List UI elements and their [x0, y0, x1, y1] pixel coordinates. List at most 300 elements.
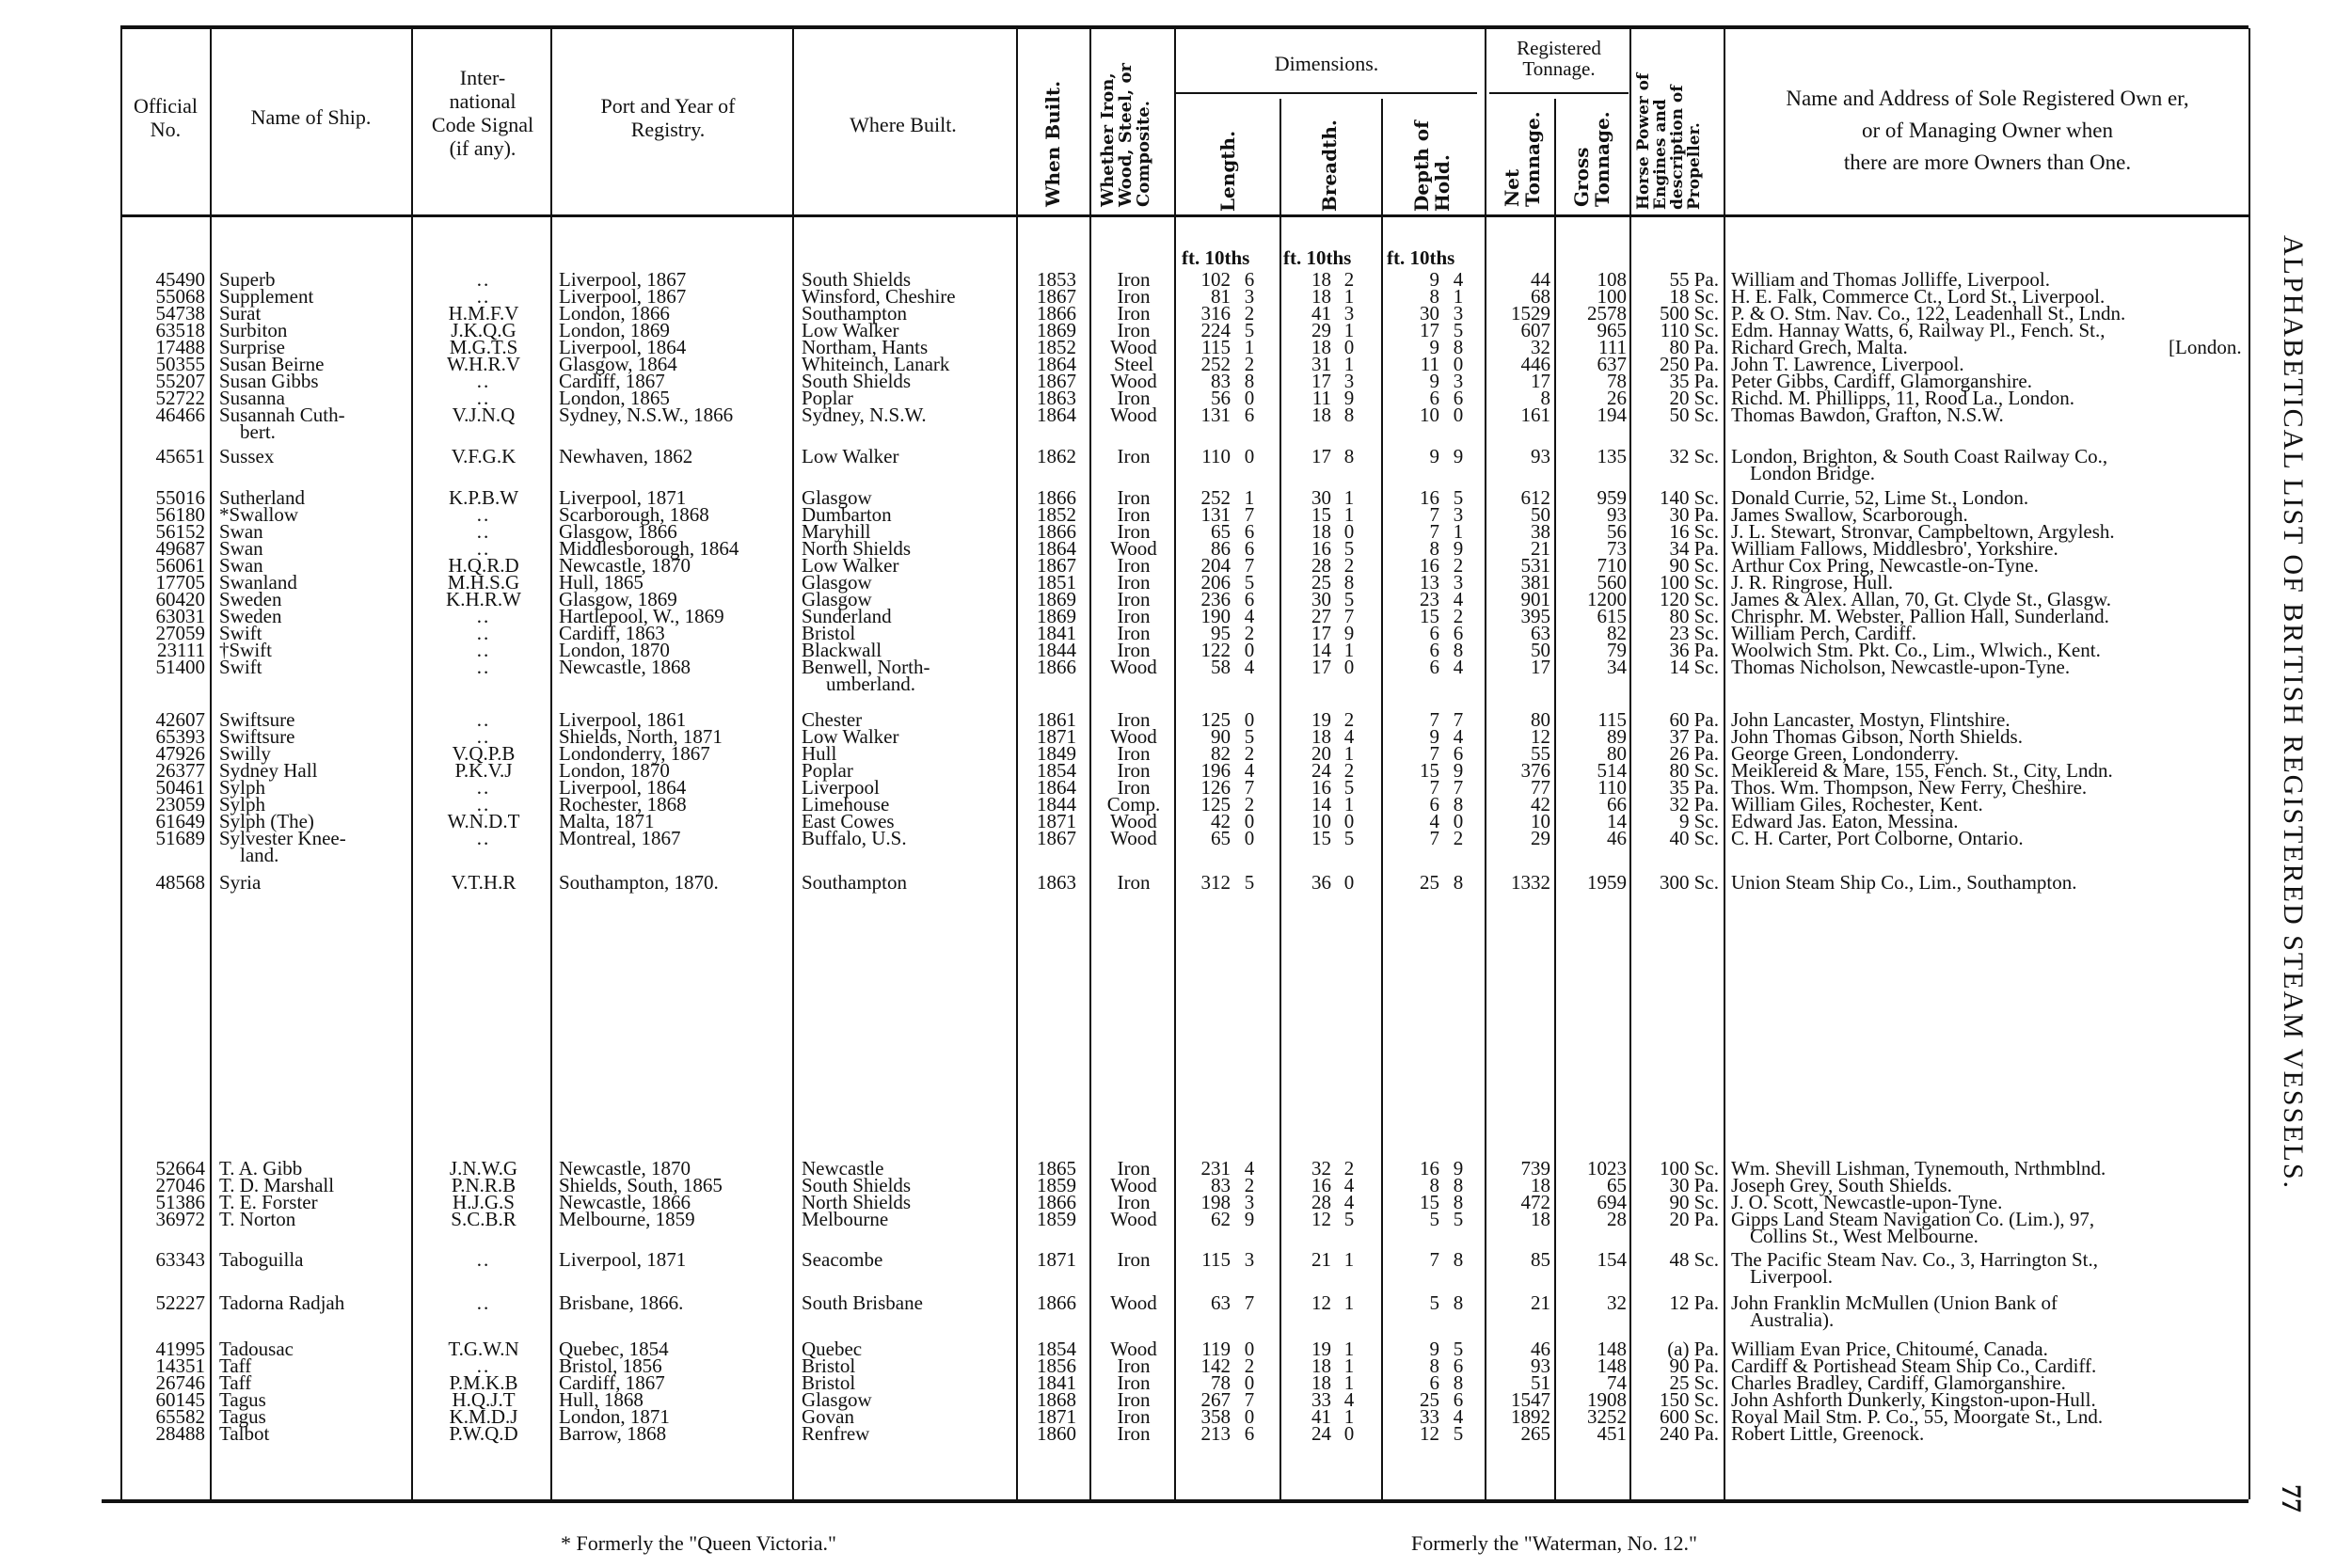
official-no: 61649 — [155, 810, 205, 832]
breadth-tenths: 0 — [1343, 1422, 1355, 1445]
length-tenths: 5 — [1244, 725, 1255, 748]
breadth-ft: 25 — [1311, 571, 1331, 594]
gross-tonnage: 2578 — [1587, 302, 1627, 325]
breadth-tenths: 0 — [1343, 810, 1355, 832]
depth-tenths: 9 — [1453, 759, 1464, 782]
breadth-ft: 15 — [1311, 827, 1331, 849]
owner: John Ashforth Dunkerly, Kingston-upon-Hull. — [1731, 1388, 2096, 1411]
net-tonnage: 607 — [1520, 319, 1550, 341]
where-built: Hull — [802, 742, 837, 765]
length-tenths: 2 — [1244, 742, 1255, 765]
when-built: 1871 — [1037, 725, 1076, 748]
table-row — [0, 605, 2352, 627]
when-built: 1856 — [1037, 1354, 1076, 1377]
breadth-ft: 28 — [1311, 554, 1331, 577]
ship-name: Sydney Hall — [219, 759, 318, 782]
length-tenths: 0 — [1244, 827, 1255, 849]
ship-name: Taboguilla — [219, 1248, 304, 1271]
breadth-ft: 28 — [1311, 1191, 1331, 1213]
breadth-tenths: 2 — [1343, 268, 1355, 291]
owner: Gipps Land Steam Navigation Co. (Lim.), 97, — [1731, 1208, 2095, 1230]
owner: J. L. Stewart, Stronvar, Campbeltown, Argylesh. — [1731, 520, 2115, 543]
horse-power: 500 Sc. — [1660, 302, 1719, 325]
gross-tonnage: 100 — [1597, 285, 1627, 308]
ship-name: Surat — [219, 302, 262, 325]
official-no: 27046 — [155, 1174, 205, 1196]
horse-power: 80 Pa. — [1669, 336, 1719, 358]
length-ft: 110 — [1201, 445, 1231, 467]
length-ft: 358 — [1200, 1405, 1231, 1428]
length-ft: 119 — [1201, 1338, 1231, 1360]
depth-ft: 9 — [1429, 725, 1439, 748]
official-no: 65582 — [155, 1405, 205, 1428]
horse-power: 100 Sc. — [1660, 1157, 1719, 1180]
official-no: 42607 — [155, 708, 205, 731]
where-built: Limehouse — [802, 793, 890, 816]
depth-tenths: 8 — [1453, 1291, 1464, 1314]
code-signal: .. — [476, 503, 491, 526]
depth-tenths: 4 — [1453, 1405, 1464, 1428]
breadth-ft: 18 — [1311, 520, 1331, 543]
table-row — [0, 554, 2352, 577]
ship-name: Sylph — [219, 793, 266, 816]
net-tonnage: 265 — [1520, 1422, 1550, 1445]
official-no: 65393 — [155, 725, 205, 748]
length-ft: 190 — [1200, 605, 1231, 627]
official-no: 45490 — [155, 268, 205, 291]
depth-tenths: 3 — [1453, 302, 1464, 325]
port-year: Bristol, 1856 — [559, 1354, 662, 1377]
ship-name: Swanland — [219, 571, 297, 594]
where-built: Seacombe — [802, 1248, 883, 1271]
net-tonnage: 46 — [1531, 1338, 1550, 1360]
page-number: 77 — [2276, 1484, 2307, 1513]
material: Wood — [1110, 404, 1157, 426]
table-row — [0, 1208, 2352, 1230]
material: Wood — [1110, 1291, 1157, 1314]
horse-power: 600 Sc. — [1660, 1405, 1719, 1428]
ship-name: Taff — [219, 1371, 252, 1394]
breadth-ft: 18 — [1311, 268, 1331, 291]
breadth-tenths: 1 — [1343, 639, 1355, 661]
port-year: Liverpool, 1861 — [559, 708, 687, 731]
table-row — [0, 871, 2352, 894]
material: Iron — [1117, 554, 1151, 577]
length-tenths: 2 — [1244, 793, 1255, 816]
depth-tenths: 0 — [1453, 353, 1464, 375]
length-ft: 65 — [1211, 827, 1231, 849]
header-dimensions: Dimensions. — [1274, 52, 1379, 75]
where-built: Govan — [802, 1405, 854, 1428]
ship-name: Tadousac — [219, 1338, 294, 1360]
port-year: Liverpool, 1871 — [559, 1248, 687, 1271]
depth-tenths: 1 — [1453, 520, 1464, 543]
length-ft: 231 — [1200, 1157, 1231, 1180]
where-built: Low Walker — [802, 725, 899, 748]
official-no: 41995 — [155, 1338, 205, 1360]
material: Wood — [1110, 370, 1157, 392]
official-no: 26746 — [155, 1371, 205, 1394]
official-no: 55016 — [155, 486, 205, 509]
length-tenths: 7 — [1244, 503, 1255, 526]
code-signal: .. — [476, 708, 491, 731]
depth-ft: 15 — [1420, 759, 1439, 782]
gross-tonnage: 65 — [1607, 1174, 1627, 1196]
net-tonnage: 472 — [1520, 1191, 1550, 1213]
when-built: 1864 — [1037, 353, 1076, 375]
breadth-tenths: 5 — [1343, 588, 1355, 610]
depth-tenths: 5 — [1453, 486, 1464, 509]
official-no: 14351 — [155, 1354, 205, 1377]
gross-tonnage: 148 — [1597, 1354, 1627, 1377]
length-tenths: 0 — [1244, 445, 1255, 467]
official-no: 45651 — [155, 445, 205, 467]
length-tenths: 6 — [1244, 537, 1255, 560]
owner-continuation: London Bridge. — [1750, 462, 1875, 484]
horse-power: 20 Pa. — [1669, 1208, 1719, 1230]
net-tonnage: 10 — [1531, 810, 1550, 832]
horse-power: 9 Sc. — [1679, 810, 1719, 832]
breadth-ft: 18 — [1311, 1371, 1331, 1394]
horse-power: 110 Sc. — [1660, 319, 1719, 341]
owner: William Giles, Rochester, Kent. — [1731, 793, 1983, 816]
header-gross-text: Gross Tonnage. — [1570, 111, 1613, 207]
breadth-tenths: 1 — [1343, 1371, 1355, 1394]
header-registered-tonnage: Registered Tonnage. — [1517, 37, 1601, 80]
ship-name: T. E. Forster — [219, 1191, 318, 1213]
material: Iron — [1117, 759, 1151, 782]
length-tenths: 4 — [1244, 759, 1255, 782]
code-signal: V.J.N.Q — [452, 404, 516, 426]
horse-power: (a) Pa. — [1667, 1338, 1719, 1360]
where-built: Poplar — [802, 387, 853, 409]
port-year: Cardiff, 1863 — [559, 622, 665, 644]
depth-ft: 13 — [1420, 571, 1439, 594]
official-no: 52227 — [155, 1291, 205, 1314]
material: Iron — [1117, 302, 1151, 325]
port-year: Newcastle, 1866 — [559, 1191, 691, 1213]
owner: Edward Jas. Eaton, Messina. — [1731, 810, 1959, 832]
breadth-tenths: 4 — [1343, 725, 1355, 748]
port-year: Hull, 1868 — [559, 1388, 644, 1411]
code-signal: .. — [476, 268, 491, 291]
code-signal: .. — [476, 639, 491, 661]
code-signal: .. — [476, 793, 491, 816]
header-hp-text: Horse Power of Engines and description of Propeller. — [1634, 72, 1704, 210]
when-built: 1863 — [1037, 387, 1076, 409]
owner-continuation: Australia). — [1750, 1308, 1835, 1331]
depth-ft: 33 — [1420, 1405, 1439, 1428]
when-built: 1869 — [1037, 605, 1076, 627]
length-tenths: 1 — [1244, 486, 1255, 509]
ship-name: Sylvester Knee- — [219, 827, 346, 849]
length-tenths: 3 — [1244, 285, 1255, 308]
where-built: Bristol — [802, 622, 856, 644]
material: Iron — [1117, 1191, 1151, 1213]
owner: Donald Currie, 52, Lime St., London. — [1731, 486, 2029, 509]
where-built: Sunderland — [802, 605, 892, 627]
ship-name: Tagus — [219, 1388, 266, 1411]
depth-ft: 8 — [1429, 285, 1439, 308]
official-no: 36972 — [155, 1208, 205, 1230]
depth-ft: 7 — [1429, 520, 1439, 543]
official-no: 17705 — [155, 571, 205, 594]
material: Iron — [1117, 571, 1151, 594]
where-built: Melbourne — [802, 1208, 889, 1230]
breadth-ft: 18 — [1311, 725, 1331, 748]
depth-tenths: 6 — [1453, 387, 1464, 409]
breadth-ft: 12 — [1311, 1291, 1331, 1314]
ship-name: Susan Gibbs — [219, 370, 319, 392]
depth-ft: 25 — [1420, 1388, 1439, 1411]
depth-ft: 6 — [1429, 639, 1439, 661]
breadth-ft: 10 — [1311, 810, 1331, 832]
depth-ft: 7 — [1429, 827, 1439, 849]
gross-tonnage: 694 — [1597, 1191, 1627, 1213]
code-signal: K.H.R.W — [446, 588, 521, 610]
length-tenths: 1 — [1244, 336, 1255, 358]
port-year: Londonderry, 1867 — [559, 742, 710, 765]
table-bottom-rule — [102, 1499, 2249, 1503]
when-built: 1871 — [1037, 1405, 1076, 1428]
table-row — [0, 1291, 2352, 1314]
depth-ft: 5 — [1429, 1291, 1439, 1314]
horse-power: 50 Sc. — [1669, 404, 1719, 426]
official-no: 51386 — [155, 1191, 205, 1213]
horse-power: 14 Sc. — [1669, 656, 1719, 678]
ship-name: *Swallow — [219, 503, 298, 526]
header-horse-power — [1635, 36, 1720, 210]
length-tenths: 0 — [1244, 1338, 1255, 1360]
code-signal: .. — [476, 1291, 491, 1314]
breadth-tenths: 1 — [1343, 503, 1355, 526]
breadth-ft: 17 — [1311, 656, 1331, 678]
gross-tonnage: 194 — [1597, 404, 1627, 426]
port-year: Newcastle, 1870 — [559, 554, 691, 577]
when-built: 1849 — [1037, 742, 1076, 765]
breadth-ft: 17 — [1311, 445, 1331, 467]
port-year: Sydney, N.S.W., 1866 — [559, 404, 734, 426]
header-name-of-ship: Name of Ship. — [250, 105, 372, 129]
port-year: London, 1869 — [559, 319, 670, 341]
owner: Wm. Shevill Lishman, Tynemouth, Nrthmblnd. — [1731, 1157, 2106, 1180]
port-year: Montreal, 1867 — [559, 827, 681, 849]
when-built: 1860 — [1037, 1422, 1076, 1445]
owner: William Fallows, Middlesbro', Yorkshire. — [1731, 537, 2058, 560]
depth-tenths: 2 — [1453, 554, 1464, 577]
material: Wood — [1110, 656, 1157, 678]
length-tenths: 0 — [1244, 639, 1255, 661]
breadth-tenths: 1 — [1343, 285, 1355, 308]
official-no: 55207 — [155, 370, 205, 392]
length-tenths: 0 — [1244, 708, 1255, 731]
where-built-continuation: umberland. — [826, 673, 916, 695]
net-tonnage: 77 — [1531, 776, 1550, 799]
depth-ft: 5 — [1429, 1208, 1439, 1230]
material: Wood — [1110, 725, 1157, 748]
breadth-tenths: 4 — [1343, 1174, 1355, 1196]
code-signal: .. — [476, 1354, 491, 1377]
code-signal: K.M.D.J — [449, 1405, 518, 1428]
depth-tenths: 4 — [1453, 725, 1464, 748]
code-signal: V.F.G.K — [451, 445, 516, 467]
breadth-tenths: 2 — [1343, 1157, 1355, 1180]
net-tonnage: 161 — [1520, 404, 1550, 426]
port-year: Newcastle, 1870 — [559, 1157, 691, 1180]
header-length: Length. — [1216, 130, 1239, 212]
breadth-tenths: 1 — [1343, 1354, 1355, 1377]
official-no: 48568 — [155, 871, 205, 894]
material: Iron — [1117, 1422, 1151, 1445]
official-no: 46466 — [155, 404, 205, 426]
code-signal: W.H.R.V — [447, 353, 520, 375]
port-year: Liverpool, 1871 — [559, 486, 687, 509]
depth-ft: 7 — [1429, 1248, 1439, 1271]
owner: William and Thomas Jolliffe, Liverpool. — [1731, 268, 2050, 291]
depth-tenths: 9 — [1453, 445, 1464, 467]
code-signal: .. — [476, 827, 491, 849]
material: Wood — [1110, 537, 1157, 560]
code-signal: V.Q.P.B — [452, 742, 516, 765]
gross-tonnage: 14 — [1607, 810, 1627, 832]
net-tonnage: 21 — [1531, 537, 1550, 560]
when-built: 1841 — [1037, 1371, 1076, 1394]
code-signal: J.N.W.G — [449, 1157, 518, 1180]
length-tenths: 2 — [1244, 1354, 1255, 1377]
depth-ft: 12 — [1420, 1422, 1439, 1445]
length-ft: 42 — [1211, 810, 1231, 832]
material: Iron — [1117, 639, 1151, 661]
owner: George Green, Londonderry. — [1731, 742, 1959, 765]
when-built: 1853 — [1037, 268, 1076, 291]
code-signal: S.C.B.R — [451, 1208, 516, 1230]
when-built: 1854 — [1037, 1338, 1076, 1360]
when-built: 1867 — [1037, 827, 1076, 849]
owner: H. E. Falk, Commerce Ct., Lord St., Liverpool. — [1731, 285, 2106, 308]
ship-name: Taff — [219, 1354, 252, 1377]
official-no: 63031 — [155, 605, 205, 627]
breadth-tenths: 1 — [1343, 742, 1355, 765]
breadth-ft: 15 — [1311, 503, 1331, 526]
official-no: 60145 — [155, 1388, 205, 1411]
material: Iron — [1117, 708, 1151, 731]
header-owner — [1731, 83, 2244, 179]
material: Iron — [1117, 871, 1151, 894]
horse-power: 80 Sc. — [1669, 605, 1719, 627]
material: Iron — [1117, 520, 1151, 543]
table-row — [0, 319, 2352, 341]
table-row — [0, 445, 2352, 467]
tonnage-rule — [1489, 92, 1629, 94]
where-built: Glasgow — [802, 571, 872, 594]
when-built: 1865 — [1037, 1157, 1076, 1180]
owner: J. R. Ringrose, Hull. — [1731, 571, 1894, 594]
port-year: Barrow, 1868 — [559, 1422, 667, 1445]
depth-tenths: 5 — [1453, 1422, 1464, 1445]
header-depth — [1411, 108, 1454, 212]
code-signal: .. — [476, 776, 491, 799]
depth-tenths: 9 — [1453, 537, 1464, 560]
port-year: Newcastle, 1868 — [559, 656, 691, 678]
gross-tonnage: 73 — [1607, 537, 1627, 560]
official-no: 63518 — [155, 319, 205, 341]
header-net-text: Net Tonnage. — [1501, 111, 1544, 207]
breadth-ft: 32 — [1311, 1157, 1331, 1180]
length-tenths: 6 — [1244, 520, 1255, 543]
code-signal: H.Q.J.T — [452, 1388, 516, 1411]
official-no: 26377 — [155, 759, 205, 782]
breadth-tenths: 8 — [1343, 571, 1355, 594]
when-built: 1866 — [1037, 520, 1076, 543]
port-year: Melbourne, 1859 — [559, 1208, 695, 1230]
length-tenths: 5 — [1244, 319, 1255, 341]
header-owner-line1: Name and Address of Sole Registered Own er, — [1786, 87, 2189, 110]
horse-power: 240 Pa. — [1660, 1422, 1719, 1445]
gross-tonnage: 1908 — [1587, 1388, 1627, 1411]
gross-tonnage: 111 — [1598, 336, 1627, 358]
table-row — [0, 486, 2352, 509]
breadth-ft: 18 — [1311, 285, 1331, 308]
net-tonnage: 1529 — [1511, 302, 1550, 325]
where-built: Winsford, Cheshire — [802, 285, 956, 308]
depth-tenths: 8 — [1453, 871, 1464, 894]
net-tonnage: 12 — [1531, 725, 1550, 748]
breadth-tenths: 2 — [1343, 708, 1355, 731]
ship-name: Swan — [219, 554, 263, 577]
where-built: South Shields — [802, 268, 912, 291]
port-year: London, 1865 — [559, 387, 670, 409]
net-tonnage: 901 — [1520, 588, 1550, 610]
table-row — [0, 1405, 2352, 1428]
depth-ft: 11 — [1420, 353, 1439, 375]
material: Iron — [1117, 1157, 1151, 1180]
length-ft: 102 — [1200, 268, 1231, 291]
official-no: 56152 — [155, 520, 205, 543]
when-built: 1868 — [1037, 1388, 1076, 1411]
horse-power: 35 Pa. — [1669, 776, 1719, 799]
gross-tonnage: 78 — [1607, 370, 1627, 392]
gross-tonnage: 1023 — [1587, 1157, 1627, 1180]
depth-tenths: 6 — [1453, 622, 1464, 644]
horse-power: 37 Pa. — [1669, 725, 1719, 748]
breadth-tenths: 0 — [1343, 871, 1355, 894]
ship-name: Swift — [219, 656, 262, 678]
when-built: 1867 — [1037, 370, 1076, 392]
when-built: 1864 — [1037, 404, 1076, 426]
length-ft: 58 — [1211, 656, 1231, 678]
ship-name: Susanna — [219, 387, 285, 409]
where-built: Southampton — [802, 302, 908, 325]
length-ft: 224 — [1200, 319, 1231, 341]
table-row — [0, 336, 2352, 358]
material: Wood — [1110, 1338, 1157, 1360]
material: Iron — [1117, 1248, 1151, 1271]
material: Iron — [1117, 1388, 1151, 1411]
net-tonnage: 55 — [1531, 742, 1550, 765]
owner: Arthur Cox Pring, Newcastle-on-Tyne. — [1731, 554, 2039, 577]
when-built: 1871 — [1037, 1248, 1076, 1271]
ship-name: Sutherland — [219, 486, 305, 509]
depth-tenths: 8 — [1453, 1191, 1464, 1213]
owner: Robert Little, Greenock. — [1731, 1422, 1925, 1445]
code-signal: V.T.H.R — [451, 871, 516, 894]
owner: Cardiff & Portishead Steam Ship Co., Cardiff. — [1731, 1354, 2097, 1377]
breadth-ft: 19 — [1311, 1338, 1331, 1360]
owner: Royal Mail Stm. P. Co., 55, Moorgate St., Lnd. — [1731, 1405, 2104, 1428]
owner: William Perch, Cardiff. — [1731, 622, 1917, 644]
breadth-ft: 18 — [1311, 1354, 1331, 1377]
breadth-ft: 41 — [1311, 302, 1331, 325]
